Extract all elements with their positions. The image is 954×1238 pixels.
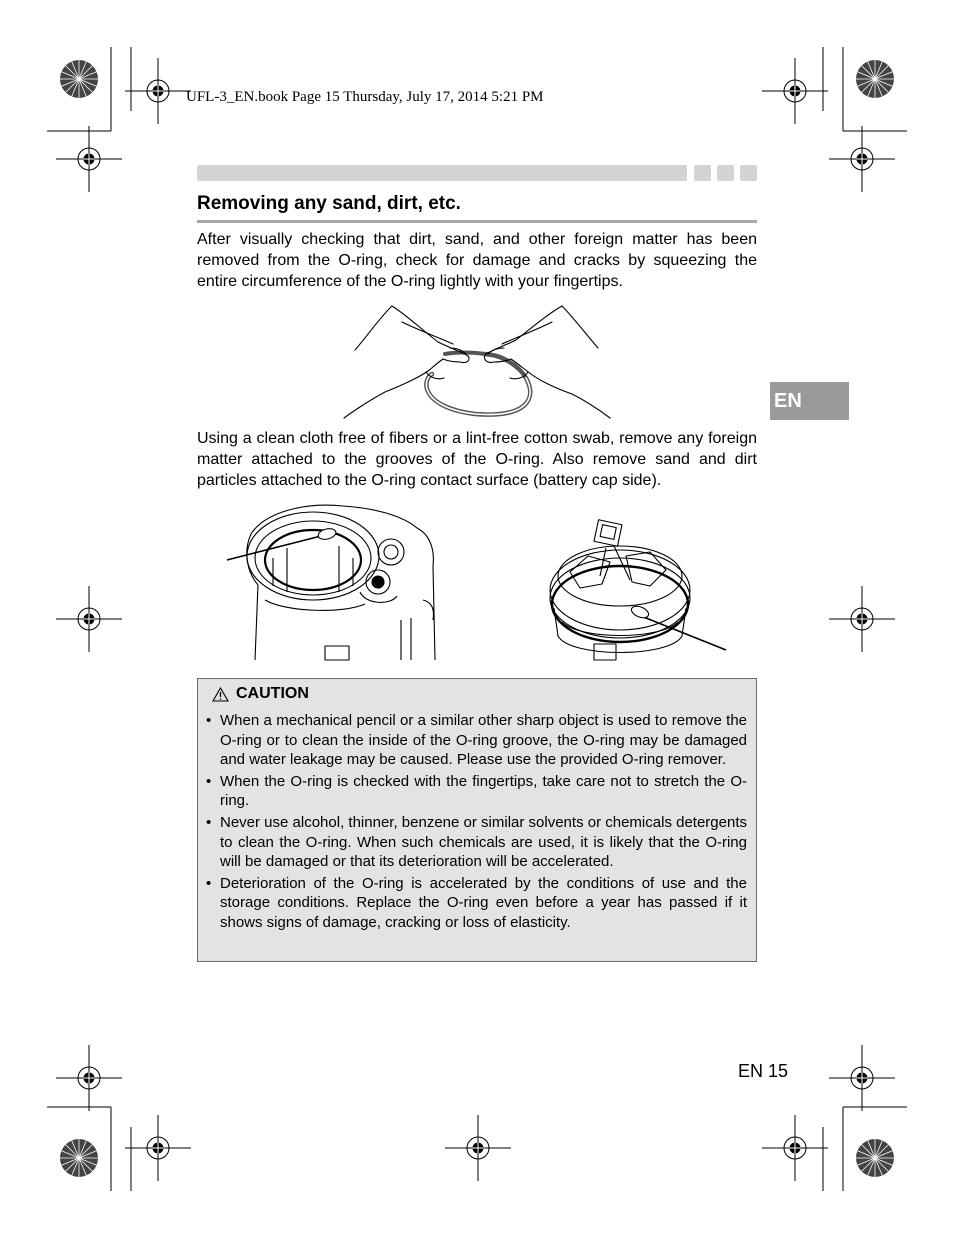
- language-tab: EN: [770, 382, 849, 420]
- caution-item: • Deterioration of the O-ring is accelerated by the conditions of use and the storage conditions. Replace the O-ring even before a year has passed if it shows signs of damage, cracking or loss of elasticity.: [206, 874, 747, 931]
- caution-item: • Never use alcohol, thinner, benzene or similar solvents or chemicals detergents to clean the O-ring. When such chemicals are used, it is likely that the O-ring will be damaged or that its deterioration will be accelerated.: [206, 813, 747, 871]
- hands-squeezing-oring-illustration: [340, 300, 615, 422]
- caution-item: • When a mechanical pencil or a similar other sharp object is used to remove the O-ring or to clean the inside of the O-ring groove, the O-ring may be damaged and water leakage may be caused. Please use the provided O-ring remover.: [206, 712, 747, 769]
- title-rule: [197, 220, 757, 223]
- header-square: [740, 165, 757, 181]
- section-header-bar: [197, 165, 687, 181]
- page-number: EN 15: [738, 1061, 789, 1081]
- camera-housing-swab-illustration: [225, 500, 450, 662]
- header-square: [694, 165, 711, 181]
- caution-box: [197, 678, 757, 962]
- header-square: [717, 165, 734, 181]
- caution-heading: [212, 685, 309, 703]
- battery-cap-swab-illustration: [540, 512, 730, 667]
- warning-triangle-icon: [212, 687, 229, 702]
- paragraph-oring-check: After visually checking that dirt, sand, and other foreign matter has been removed from the O-ring, check for damage and cracks by squeezing the entire circumference of the O-ring lightly with your fingertips.: [197, 231, 757, 290]
- caution-title: CAUTION: [236, 685, 309, 702]
- paragraph-cleaning: Using a clean cloth free of fibers or a lint-free cotton swab, remove any foreign matter attached to the grooves of the O-ring. Also remove sand and dirt particles attached to the O-ring contact surface (battery cap side).: [197, 430, 757, 489]
- caution-list: [206, 711, 747, 935]
- caution-item: • When the O-ring is checked with the fingertips, take care not to stretch the O-ring.: [206, 772, 747, 810]
- print-header: UFL-3_EN.book Page 15 Thursday, July 17, 2014 5:21 PM: [186, 89, 544, 105]
- section-title: Removing any sand, dirt, etc.: [197, 193, 461, 214]
